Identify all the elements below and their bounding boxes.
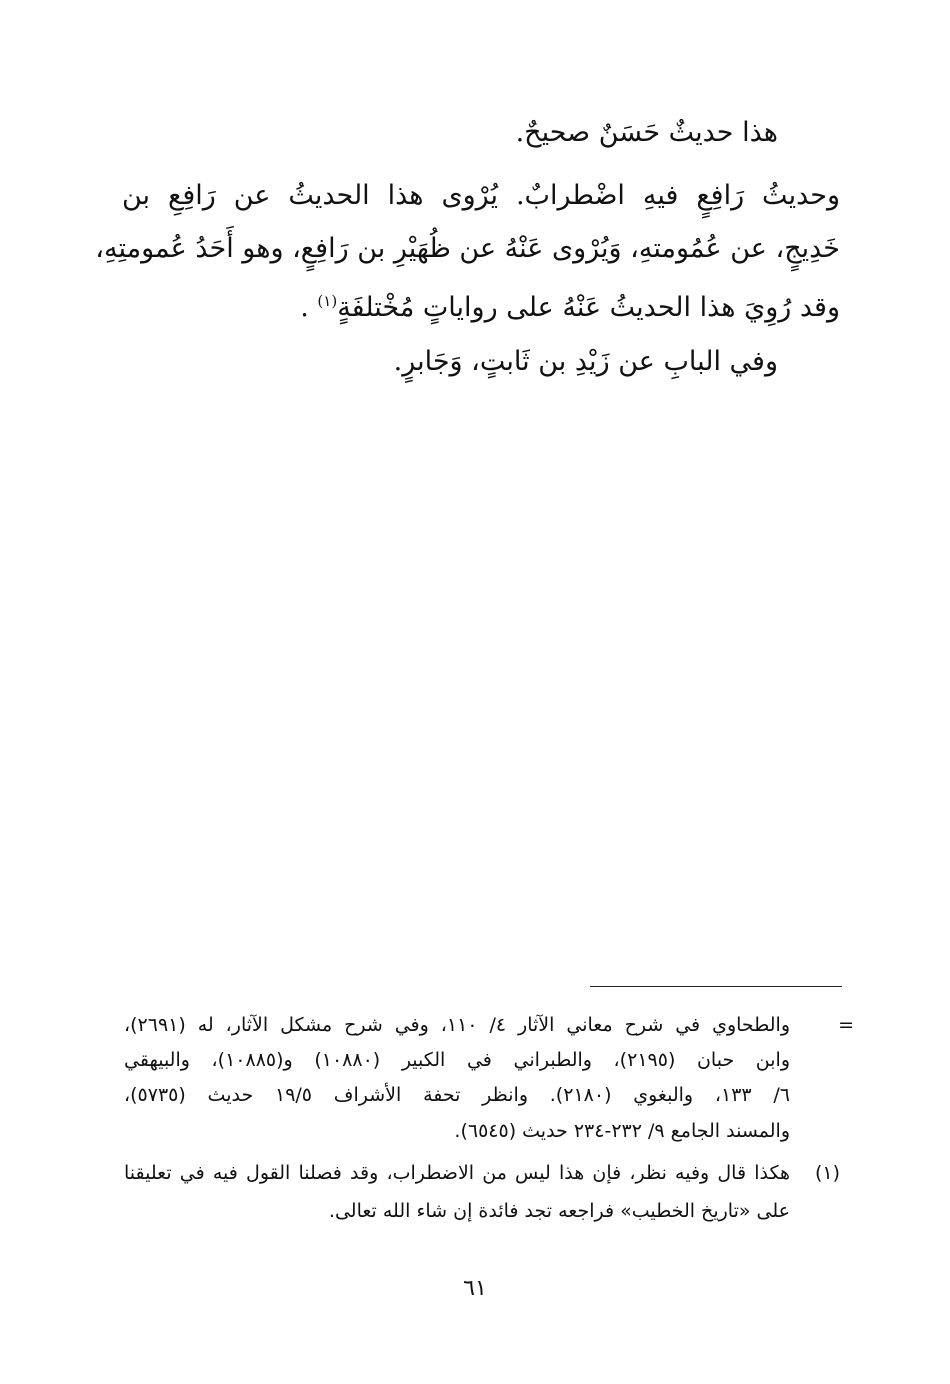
footnote-1-line-1: هكذا قال وفيه نظر، فإن هذا ليس من الاضطراب، وقد فصلنا القول فيه في تعليقنا xyxy=(124,1162,790,1184)
footnote-separator xyxy=(590,986,842,987)
footnote-continuation-marker: = xyxy=(838,1014,854,1036)
paragraph-line-1: وحديثُ رَافِعٍ فيهِ اضْطرابٌ. يُرْوى هذا الحديثُ عن رَافِعِ بن xyxy=(122,180,840,211)
paragraph-line-2: خَدِيجٍ، عن عُمُومتهِ، وَيُرْوى عَنْهُ عن ظُهَيْرِ بن رَافِعٍ، وهو أَحَدُ عُمومتِهِ، xyxy=(95,233,840,264)
footnote-reference: (١) xyxy=(317,292,338,310)
footnote-1-line-2: على «تاريخ الخطيب» فراجعه تجد فائدة إن شاء الله تعالى. xyxy=(328,1200,790,1222)
footnote-continuation-line-1: والطحاوي في شرح معاني الآثار ٤/ ١١٠، وفي شرح مشكل الآثار، له (٢٦٩١)، xyxy=(124,1014,790,1036)
hadith-grade-line: هذا حديثٌ حَسَنٌ صحيحٌ. xyxy=(515,117,778,148)
paragraph-line-3-text: وقد رُوِيَ هذا الحديثُ عَنْهُ على رواياتٍ مُخْتلفَةٍ xyxy=(337,292,840,323)
page-number: ٦١ xyxy=(463,1276,487,1301)
footnote-continuation-line-3: ٦/ ١٣٣، والبغوي (٢١٨٠). وانظر تحفة الأشراف ١٩/٥ حديث (٥٧٣٥)، xyxy=(124,1084,790,1106)
footnote-continuation-line-2: وابن حبان (٢١٩٥)، والطبراني في الكبير (١٠٨٨٠) و(١٠٨٨٥)، والبيهقي xyxy=(124,1049,791,1071)
footnote-continuation-line-4: والمسند الجامع ٩/ ٢٣٢-٢٣٤ حديث (٦٥٤٥). xyxy=(454,1120,790,1142)
paragraph-line-3-period: . xyxy=(300,292,309,323)
paragraph-line-3 xyxy=(300,281,840,328)
bab-line: وفي البابِ عن زَيْدِ بن ثَابتٍ، وَجَابرٍ. xyxy=(393,346,778,377)
footnote-1-marker: (١) xyxy=(814,1162,840,1184)
